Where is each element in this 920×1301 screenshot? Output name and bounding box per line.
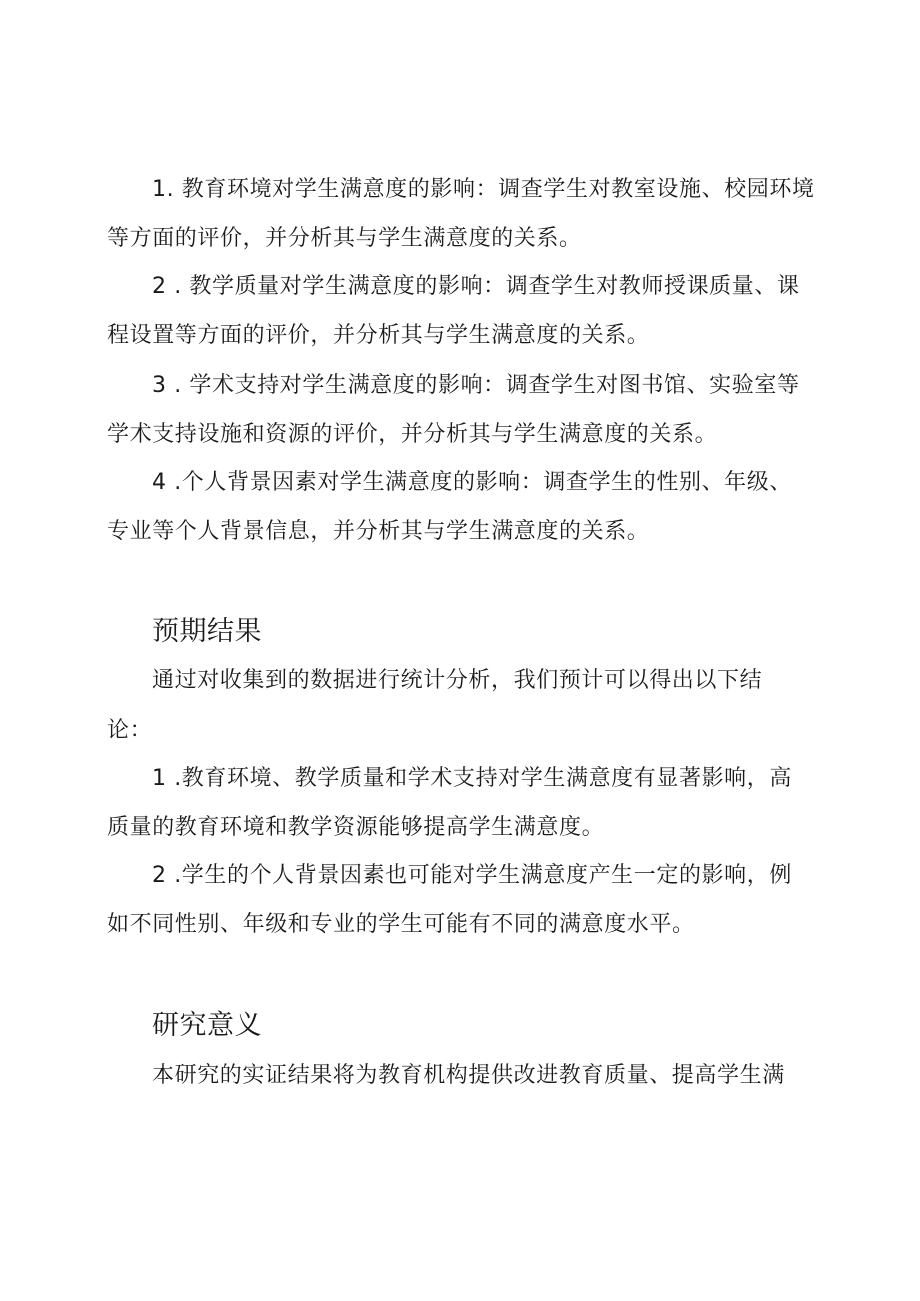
expected-results-intro-line-1: 通过对收集到的数据进行统计分析，我们预计可以得出以下结 — [152, 668, 763, 693]
research-item-2-line-2: 程设置等方面的评价，并分析其与学生满意度的关系。 — [107, 323, 650, 348]
research-item-4-line-1: 4 .个人背景因素对学生满意度的影响：调查学生的性别、年级、 — [152, 470, 792, 495]
expected-results-intro-line-2: 论： — [107, 718, 153, 743]
research-item-3-line-1: 3 . 学术支持对学生满意度的影响：调查学生对图书馆、实验室等 — [152, 373, 800, 398]
expected-result-2-line-2: 如不同性别、年级和专业的学生可能有不同的满意度水平。 — [107, 912, 695, 937]
research-item-2-line-1: 2 . 教学质量对学生满意度的影响：调查学生对教师授课质量、课 — [152, 274, 800, 299]
expected-result-1-line-2: 质量的教育环境和教学资源能够提高学生满意度。 — [107, 815, 605, 840]
significance-heading: 研究意义 — [152, 1010, 262, 1041]
expected-result-1-line-1: 1 .教育环境、教学质量和学术支持对学生满意度有显著影响，高 — [152, 766, 792, 791]
expected-results-heading: 预期结果 — [152, 616, 262, 647]
significance-line-1: 本研究的实证结果将为教育机构提供改进教育质量、提高学生满 — [152, 1063, 785, 1088]
research-item-1-line-2: 等方面的评价，并分析其与学生满意度的关系。 — [107, 226, 582, 251]
research-item-3-line-2: 学术支持设施和资源的评价，并分析其与学生满意度的关系。 — [107, 422, 718, 447]
research-item-1-line-1: 1. 教育环境对学生满意度的影响：调查学生对教室设施、校园环境 — [152, 177, 815, 202]
research-item-4-line-2: 专业等个人背景信息，并分析其与学生满意度的关系。 — [107, 519, 650, 544]
expected-result-2-line-1: 2 .学生的个人背景因素也可能对学生满意度产生一定的影响，例 — [152, 863, 792, 888]
